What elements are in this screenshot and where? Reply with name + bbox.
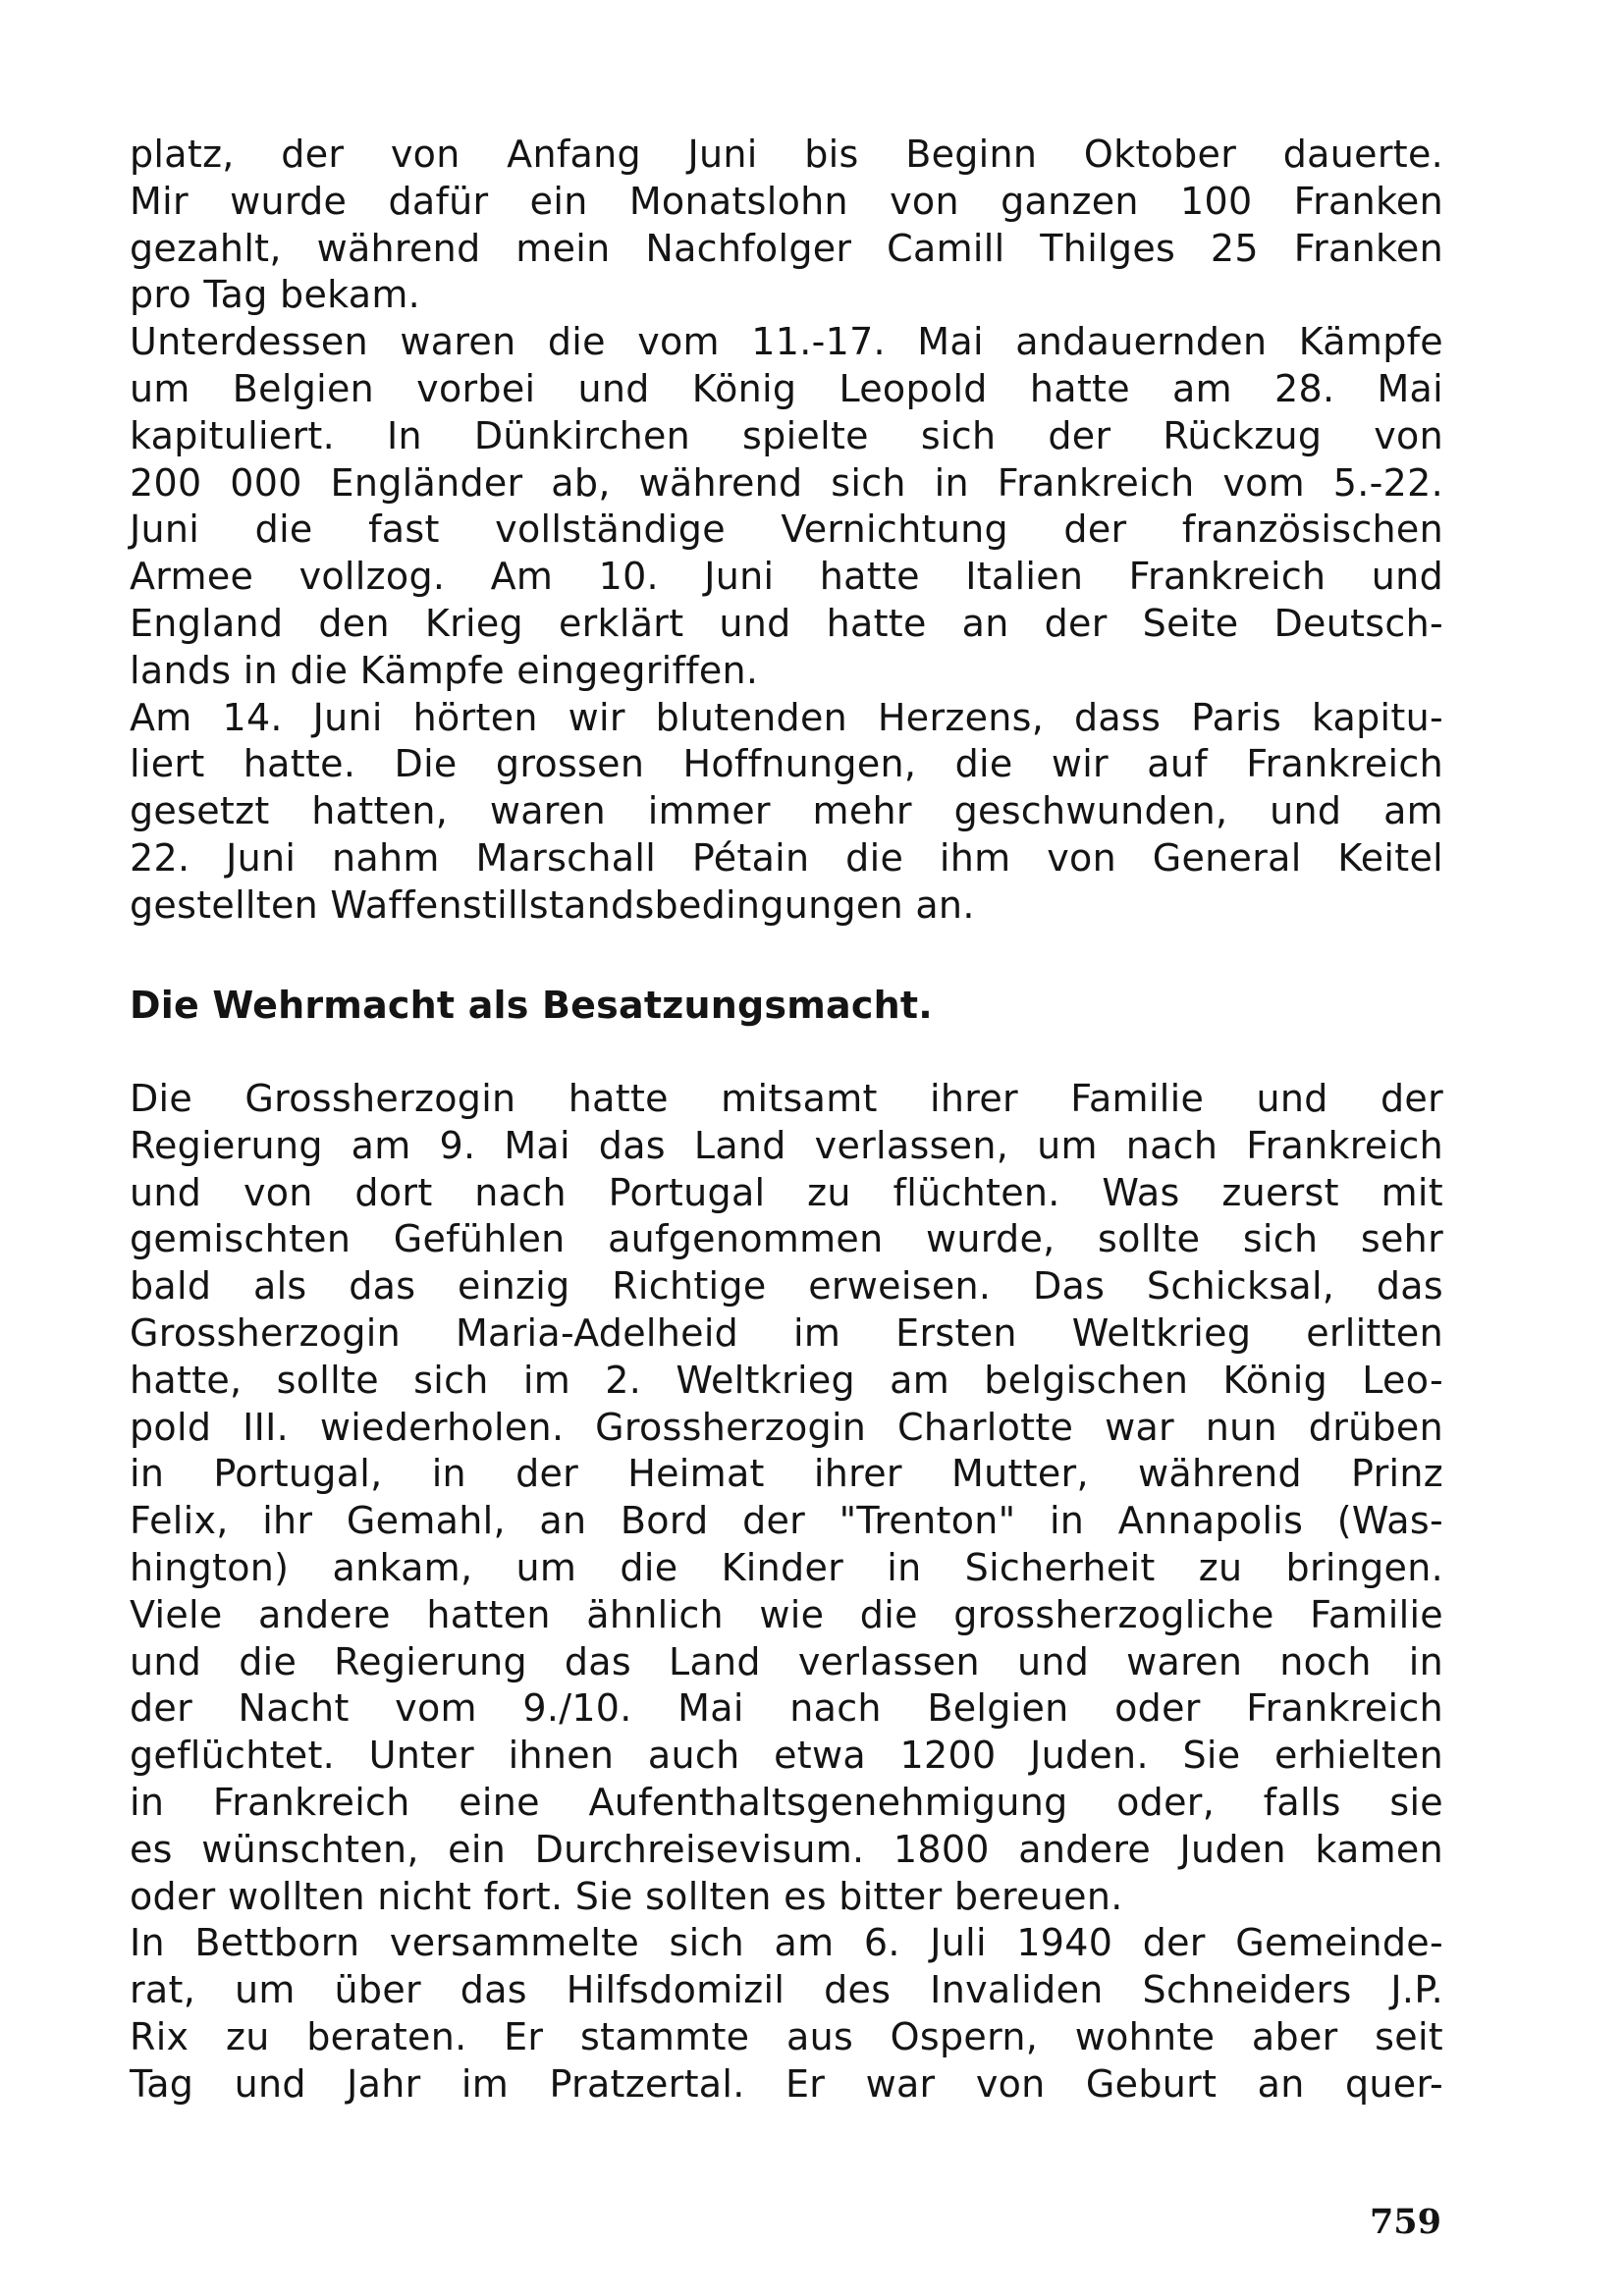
text-line: pold III. wiederholen. Grossherzogin Charlotte war nun drüben [130, 1405, 1443, 1449]
text-line: gestellten Waffenstillstandsbedingungen an. [130, 882, 975, 927]
text-line: Felix, ihr Gemahl, an Bord der "Trenton" in Annapolis (Was- [130, 1499, 1443, 1543]
text-line: Regierung am 9. Mai das Land verlassen, um nach Frankreich [130, 1123, 1443, 1167]
text-line: in Portugal, in der Heimat ihrer Mutter, während Prinz [130, 1452, 1443, 1496]
text-line: rat, um über das Hilfsdomizil des Invaliden Schneiders J.P. [130, 1968, 1443, 2012]
text-line: Juni die fast vollständige Vernichtung der französischen [130, 507, 1443, 552]
text-line: Unterdessen waren die vom 11.-17. Mai andauernden Kämpfe [130, 320, 1443, 364]
text-line: Die Grossherzogin hatte mitsamt ihrer Familie und der [130, 1077, 1443, 1120]
text-line: 22. Juni nahm Marschall Pétain die ihm von General Keitel [130, 835, 1443, 880]
text-line: Tag und Jahr im Pratzertal. Er war von Geburt an quer- [130, 2061, 1443, 2106]
text-line: Mir wurde dafür ein Monatslohn von ganzen 100 Franken [130, 179, 1443, 223]
text-line: der Nacht vom 9./10. Mai nach Belgien oder Frankreich [130, 1686, 1443, 1731]
text-line: liert hatte. Die grossen Hoffnungen, die wir auf Frankreich [130, 742, 1443, 786]
text-line: Armee vollzog. Am 10. Juni hatte Italien Frankreich und [130, 555, 1443, 599]
text-line: In Bettborn versammelte sich am 6. Juli 1940 der Gemeinde- [130, 1921, 1443, 1965]
text-line: oder wollten nicht fort. Sie sollten es bitter bereuen. [130, 1874, 1123, 1918]
text-line: und von dort nach Portugal zu flüchten. Was zuerst mit [130, 1170, 1443, 1214]
text-line: Am 14. Juni hörten wir blutenden Herzens, dass Paris kapitu- [130, 695, 1443, 739]
text-line: bald als das einzig Richtige erweisen. Das Schicksal, das [130, 1264, 1443, 1308]
text-line: es wünschten, ein Durchreisevisum. 1800 andere Juden kamen [130, 1827, 1443, 1871]
text-line: England den Krieg erklärt und hatte an der Seite Deutsch- [130, 601, 1443, 645]
text-line: 200 000 Engländer ab, während sich in Frankreich vom 5.-22. [130, 460, 1443, 505]
paragraph-block-bottom [130, 1076, 1443, 2109]
text-line: Grossherzogin Maria-Adelheid im Ersten Weltkrieg erlitten [130, 1310, 1443, 1355]
text-line: hatte, sollte sich im 2. Weltkrieg am belgischen König Leo- [130, 1358, 1443, 1402]
text-line: gezahlt, während mein Nachfolger Camill Thilges 25 Franken [130, 226, 1443, 270]
text-line: kapituliert. In Dünkirchen spielte sich der Rückzug von [130, 413, 1443, 457]
text-line: und die Regierung das Land verlassen und waren noch in [130, 1639, 1443, 1683]
text-line: hington) ankam, um die Kinder in Sicherheit zu bringen. [130, 1545, 1443, 1589]
text-line: Rix zu beraten. Er stammte aus Ospern, wohnte aber seit [130, 2014, 1443, 2058]
paragraph-block-top [130, 132, 1443, 930]
text-line: lands in die Kämpfe eingegriffen. [130, 648, 759, 692]
text-line: Viele andere hatten ähnlich wie die grossherzogliche Familie [130, 1592, 1443, 1636]
text-line: um Belgien vorbei und König Leopold hatte am 28. Mai [130, 366, 1443, 410]
text-line: platz, der von Anfang Juni bis Beginn Oktober dauerte. [130, 133, 1443, 176]
text-line: gesetzt hatten, waren immer mehr geschwunden, und am [130, 789, 1443, 833]
text-line: in Frankreich eine Aufenthaltsgenehmigung oder, falls sie [130, 1780, 1443, 1824]
section-heading: Die Wehrmacht als Besatzungsmacht. [130, 984, 933, 1027]
text-line: gemischten Gefühlen aufgenommen wurde, sollte sich sehr [130, 1217, 1443, 1261]
page-number: 759 [1369, 2202, 1441, 2242]
text-line: pro Tag bekam. [130, 273, 421, 317]
text-line: geflüchtet. Unter ihnen auch etwa 1200 Juden. Sie erhielten [130, 1734, 1443, 1778]
